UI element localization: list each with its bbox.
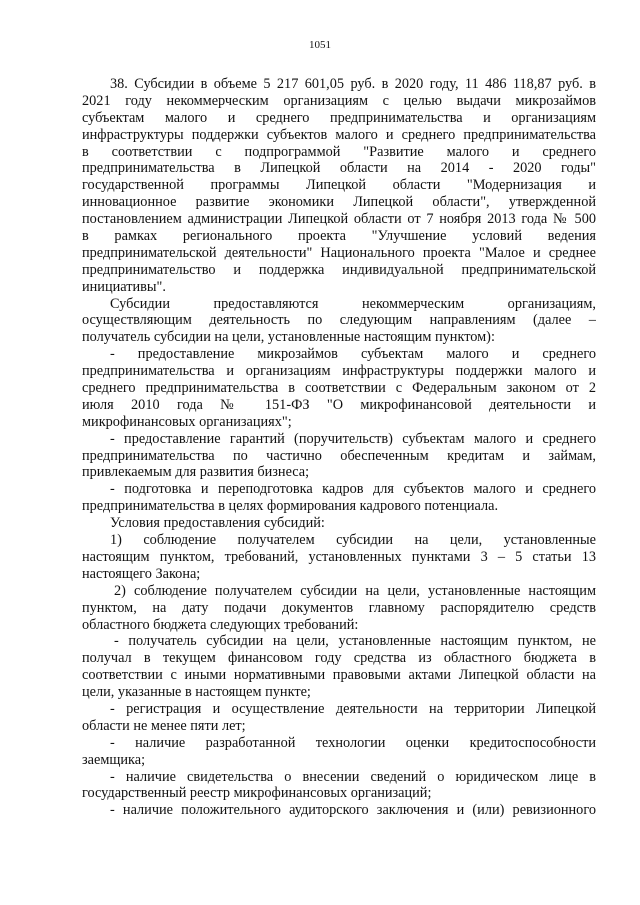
text-line: в рамках регионального проекта "Улучшение условий ведения	[82, 228, 596, 245]
text-line: области не менее пяти лет;	[82, 717, 246, 734]
text-line: получал в текущем финансовом году средства из областного бюджета в	[82, 650, 596, 667]
document-body	[82, 76, 596, 819]
text-line: - наличие разработанной технологии оценки кредитоспособности	[110, 734, 596, 751]
text-line: в соответствии с подпрограммой "Развитие малого и среднего	[82, 143, 596, 160]
text-line: субъектам малого и среднего предпринимательства и организациям	[82, 109, 596, 126]
text-line: осуществляющим деятельность по следующим направлениям (далее –	[82, 312, 596, 329]
text-line: Субсидии предоставляются некоммерческим организациям,	[110, 295, 596, 312]
text-line: цели, указанные в настоящем пункте;	[82, 684, 311, 701]
text-line: - предоставление гарантий (поручительств) субъектам малого и среднего	[110, 430, 596, 447]
text-line: инновационное развитие экономики Липецкой области", утвержденной	[82, 194, 596, 211]
text-line: 1) соблюдение получателем субсидии на цели, установленные	[110, 532, 596, 549]
text-line: июля 2010 года № 151-ФЗ "О микрофинансовой деятельности и	[82, 396, 596, 413]
text-line: предпринимательства и организациям инфраструктуры поддержки малого и	[82, 363, 596, 380]
text-line: - предоставление микрозаймов субъектам малого и среднего	[110, 346, 596, 363]
text-line: получатель субсидии на цели, установленные настоящим пунктом):	[82, 329, 495, 346]
text-line: - подготовка и переподготовка кадров для субъектов малого и среднего	[110, 481, 596, 498]
text-line: инициативы".	[82, 278, 166, 295]
text-line: 38. Субсидии в объеме 5 217 601,05 руб. в 2020 году, 11 486 118,87 руб. в	[110, 76, 596, 92]
text-line: микрофинансовых организациях";	[82, 413, 292, 430]
text-line: - получатель субсидии на цели, установленные настоящим пунктом, не	[114, 633, 596, 650]
text-line: областного бюджета следующих требований:	[82, 616, 359, 633]
text-line: соответствии с иными нормативными правовыми актами Липецкой области на	[82, 667, 596, 684]
text-line: - наличие свидетельства о внесении сведений о юридическом лице в	[110, 768, 596, 785]
text-line: привлекаемым для развития бизнеса;	[82, 464, 310, 481]
text-line: настоящего Закона;	[82, 565, 201, 582]
text-line: инфраструктуры поддержки субъектов малого и среднего предпринимательства	[82, 126, 596, 143]
text-line: предпринимательства в Липецкой области на 2014 - 2020 годы"	[82, 160, 596, 177]
text-line: Условия предоставления субсидий:	[110, 515, 325, 532]
text-line: заемщика;	[82, 751, 146, 768]
text-line: - наличие положительного аудиторского заключения и (или) ревизионного	[110, 802, 596, 819]
text-line: настоящим пунктом, требований, установленных пунктами 3 – 5 статьи 13	[82, 548, 596, 565]
text-line: предпринимательской деятельности" Национального проекта "Малое и среднее	[82, 244, 596, 261]
text-line: государственной программы Липецкой области "Модернизация и	[82, 177, 596, 194]
text-line: среднего предпринимательства в соответствии с Федеральным законом от 2	[82, 380, 596, 397]
text-line: предпринимательства по частично обеспеченным кредитам и займам,	[82, 447, 596, 464]
text-line: 2021 году некоммерческим организациям с целью выдачи микрозаймов	[82, 92, 596, 109]
page-number: 1051	[309, 39, 331, 51]
text-line: пунктом, на дату подачи документов главному распорядителю средств	[82, 599, 596, 616]
text-line: постановлением администрации Липецкой области от 7 ноября 2013 года № 500	[82, 211, 596, 228]
text-line: 2) соблюдение получателем субсидии на цели, установленные настоящим	[114, 582, 596, 599]
text-line: предпринимательства в целях формирования кадрового потенциала.	[82, 498, 499, 515]
text-line: предпринимательство и поддержка индивидуальной предпринимательской	[82, 261, 596, 278]
text-line: государственный реестр микрофинансовых организаций;	[82, 785, 432, 802]
text-line: - регистрация и осуществление деятельности на территории Липецкой	[110, 700, 596, 717]
